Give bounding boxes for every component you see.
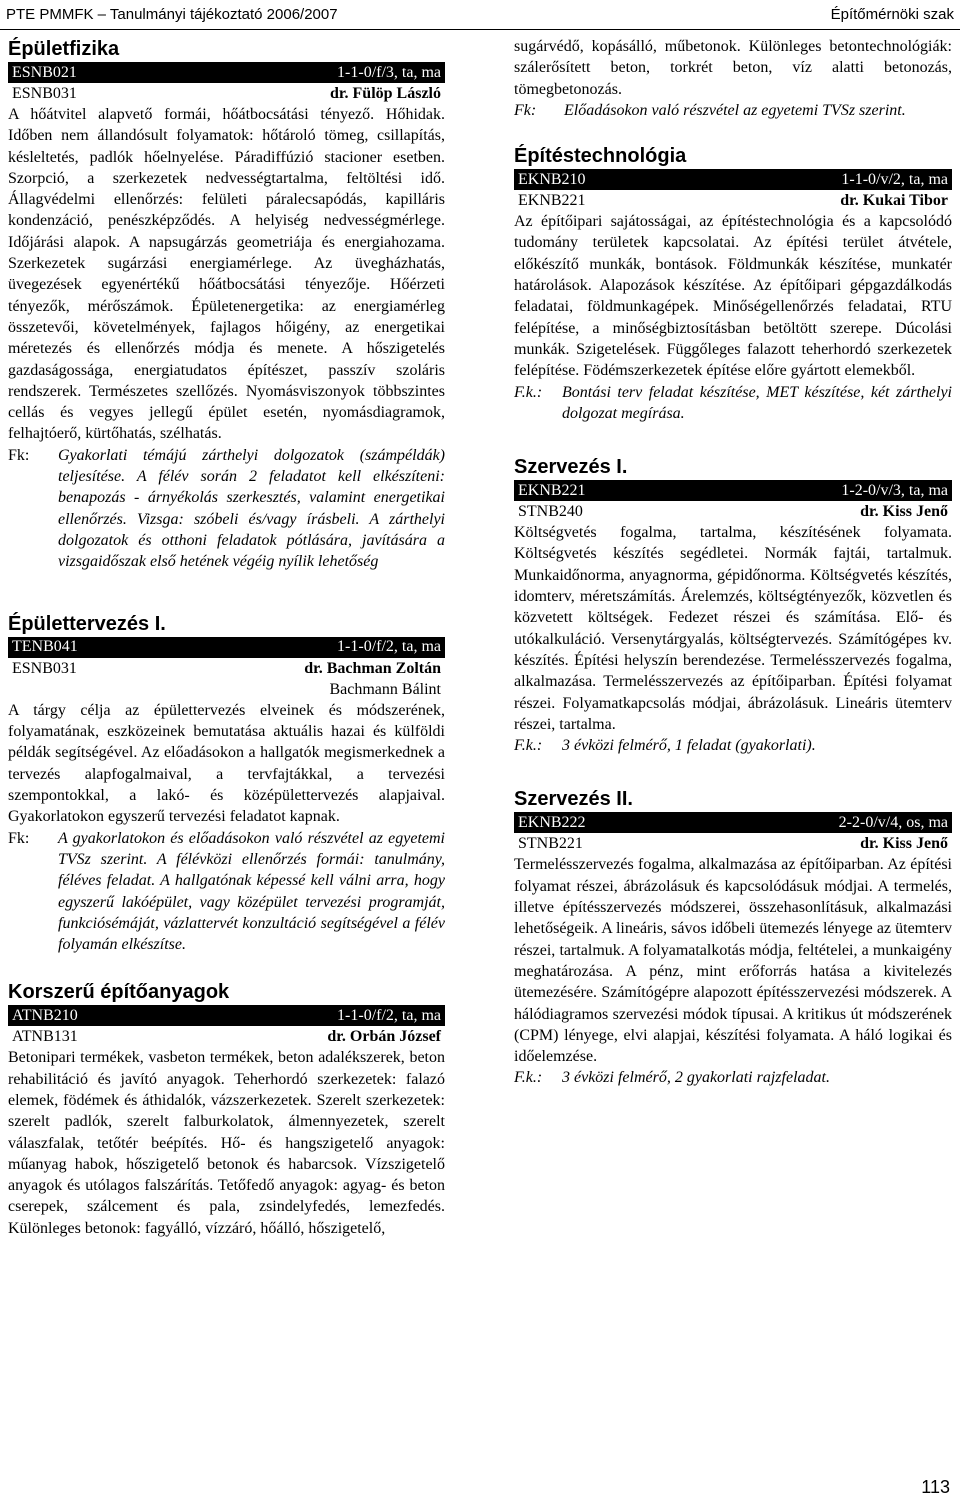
course-code-bar xyxy=(8,1005,445,1026)
course-prereq-code: STNB240 xyxy=(518,503,583,521)
course-requirements xyxy=(514,735,952,756)
requirements-text: 3 évközi felmérő, 1 feladat (gyakorlati). xyxy=(562,737,816,755)
course-type: 2-2-0/v/4, os, ma xyxy=(838,814,948,832)
requirements-label: Fk: xyxy=(8,446,30,464)
right-column xyxy=(514,30,952,1089)
course-type: 1-1-0/f/2, ta, ma xyxy=(337,1007,441,1025)
course-requirements xyxy=(514,1067,952,1088)
course-title: Szervezés II. xyxy=(514,788,633,811)
course-requirements xyxy=(8,828,445,956)
course-prereq-code: STNB221 xyxy=(518,835,583,853)
course-code-bar xyxy=(8,62,445,83)
course-code-row xyxy=(514,501,952,522)
requirements-label: F.k.: xyxy=(514,1069,543,1087)
course-description: Költségvetés fogalma, tartalma, készítésének folyamata. Költségvetés készítés segédletei. Normák fajtái, tartalmuk. Munkaidőnorma, anyagnorma, gépidőnorma. Költségvetés készítés, idomterv, méretszámítás. Árelemzés, költségtényezők, közvetlen és közvetett költségek. Fedezet részei és számítása. Elő- és utókalkuláció. Versenytárgyalás, költségtervezés. Számítógépes kv. készítés. Építési helyszín berendezése. Termelésszervezés fogalma, alkalmazása. Termelésszervezés az építőiparban. Építési folyamat részei. Folyamatkapcsolás módjai, ábrázolásuk. Lineáris ütemterv részei, tartalma. xyxy=(514,524,952,733)
course-description: Betonipari termékek, vasbeton termékek, beton adalékszerek, beton rehabilitáció és javító anyagok. Teherhordó szerkezetek: falazó elemek, födémek és áthidalók, vázszerkezetek. Szerelt szerkezetek: szerelt padlók, szerelt falburkolatok, álmennyezetek, szerelt válaszfalak, tetőtér beépítés. Hő- és hangszigetelő anyagok: műanyag habok, hőszigetelő betonok és habarcsok. Vízszigetelő anyagok és utólagos falszárítás. Tetőfedő anyagok: agyag- és beton cserepek, szálcement és pala, zsindelyfedés, lemezfedés. Különleges betonok: fagyálló, vízzáró, hőálló, hőszigetelő, xyxy=(8,1049,445,1237)
header-left: PTE PMMFK – Tanulmányi tájékoztató 2006/2007 xyxy=(6,6,338,23)
course-title: Építéstechnológia xyxy=(514,145,687,168)
course-section xyxy=(514,786,952,1088)
course-description: A tárgy célja az épülettervezés elveinek és módszerének, folyamatának, eszközeinek bemutatása aktuális hazai és külföldi példák segítségével. Az előadásokon a hallgatók megismerkednek a tervezés alapfogalmaival, a tervfajtákkal, a tervezési szempontokkal, a lakó- és középülettervezés alapjaival. Gyakorlatokon egyszerű tervezési feladatot kapnak. xyxy=(8,701,445,826)
course-requirements xyxy=(8,445,445,573)
continued-description: sugárvédő, kopásálló, műbetonok. Különleges betontechnológiák: szálerősített beton, torkrét beton, víz alatti betonozás, tömegbetonozás. xyxy=(514,38,952,98)
course-prereq-code: ESNB031 xyxy=(12,659,77,677)
course-code-row xyxy=(514,833,952,854)
course-type: 1-2-0/v/3, ta, ma xyxy=(841,482,948,500)
course-section xyxy=(8,36,445,573)
requirements-text: Gyakorlati témájú zárthelyi dolgozatok (számpéldák) teljesítése. A félév során 2 feladatot kell elkészíteni: benapozás - árnyékolás szerkesztés, valamint energetikai ellenőrzés. Vizsga: szóbeli és/vagy írásbeli. A zárthelyi dolgozatok és otthoni feladatok pótlására, javítására a vizsgaidőszak első hetének végéig nyílik lehetőség xyxy=(58,446,445,571)
course-code: EKNB210 xyxy=(518,171,586,189)
course-prereq-code: ATNB131 xyxy=(12,1028,78,1046)
course-code: EKNB221 xyxy=(518,482,586,500)
requirements-text: Bontási terv feladat készítése, MET készítése, két zárthelyi dolgozat megírása. xyxy=(562,383,952,422)
course-description: Termelésszervezés fogalma, alkalmazása az építőiparban. Az építési folyamat részei, ábrázolásuk és kapcsolódásuk módjai. A termelés, illetve építésszervezés módszerei, összehasonlításuk, alkalmazási lehetőségeik. A lineáris, sávos időbeli ütemezés lényege az ütemterv részei, tartalmuk. A folyamatalkotás módja, feltételei, a munkaigény meghatározása. A pénz, mint erőforrás hatása a kivitelezés ütemezésére. Számítógépre alapozott építésszervezési módszerek. A hálódiagramos szervezési módok típusai. A kritikus út módszerének (CPM) lényege, elvi alapjai, készítési folyamata. A háló logikai és időelemzése. xyxy=(514,856,952,1066)
course-description: Az építőipari sajátosságai, az építéstechnológia és a kapcsolódó tudomány területek kapcsolatai. Az építési terület átvétele, előkészítő munkák, bontások. Földmunkák készítése, munkatér határolások. Alapozások készítése. Az építőipari gépgazdálkodás feladatai, földmunkagépek. Minőségellenőrzés feladatai, RTU felépítése, a minőségbiztosításban betöltött szerepe. Dúcolási munkák. Szigetelések. Függőleges falazott teherhordó szerkezetek felépítése. Födémszerkezetek építése előre gyártott elemekből. xyxy=(514,213,952,380)
course-code: ATNB210 xyxy=(12,1007,78,1025)
requirements-text: A gyakorlatokon és előadásokon való részvétel az egyetemi TVSz szerint. A félévközi ellenőrzés formái: tanulmány, féléves feladat. A hallgatónak képessé kell válni arra, hogy egyszerű lakóépület, vagy középület tervezési programját, funkciósémáját, vázlattervét konzultáció segítségével a félév folyamán elkészítse. xyxy=(58,829,445,954)
course-section xyxy=(514,143,952,424)
page-number: 113 xyxy=(921,1477,950,1497)
course-type: 1-1-0/f/3, ta, ma xyxy=(337,63,441,81)
course-lecturer: dr. Kukai Tibor xyxy=(840,192,948,210)
course-section xyxy=(8,611,445,956)
course-lecturer: dr. Orbán József xyxy=(327,1028,441,1046)
requirements-text: Előadásokon való részvétel az egyetemi TVSz szerint. xyxy=(564,101,906,119)
course-code: ESNB021 xyxy=(12,63,77,81)
course-prereq-code: EKNB221 xyxy=(518,192,586,210)
course-description: A hőátvitel alapvető formái, hőátbocsátási tényező. Hőhidak. Időben nem állandósult folyamatok: hőtároló tömeg, csillapítás, késleltetés, padlók hőelnyelése. Páradiffúzió stacioner esetben. Szorpció, a szerkezetek nedvességtartalma, feltöltési idő. Állagvédelmi ellenőrzés: felületi páralecsapódás, kapilláris kondenzáció, penészképződés. A helyiség nedvességmérlege. Időjárási alapok. A napsugárzás geometriája és energiahozama. Szerkezetek sugárzási energiamérlege. Az üvegházhatás, üvegezések egyenértékű hőátbocsátási tényezője. Hőérzeti tényezők, mérőszámok. Épületenergetika: az energiamérleg összetevői, követelmények, fajlagos hőigény, az energetikai méretezés és ellenőrzés módja és menete. A hőszigetelés gazdaságossága, energiatudatos építészet, passzív szoláris rendszerek. Természetes szellőzés. Nyomásviszonyok többszintes cellás és vegyes jellegű épület esetén, nyomásdiagramok, felhajtóerő, kürtőhatás, szélhatás. xyxy=(8,106,445,443)
course-code-bar xyxy=(8,637,445,658)
course-code-row xyxy=(8,83,445,104)
course-lecturer: dr. Kiss Jenő xyxy=(860,835,948,853)
course-title: Épületfizika xyxy=(8,38,120,60)
requirements-label: F.k.: xyxy=(514,737,543,755)
course-code-bar xyxy=(514,169,952,190)
course-code-row xyxy=(8,1026,445,1047)
requirements-label: F.k.: xyxy=(514,383,543,401)
left-column xyxy=(8,30,445,1239)
course-code-bar xyxy=(514,480,952,501)
requirements-label: Fk: xyxy=(514,101,537,119)
header-right: Építőmérnöki szak xyxy=(830,6,954,23)
course-code-row xyxy=(514,190,952,211)
course-section xyxy=(514,454,952,756)
course-title: Korszerű építőanyagok xyxy=(8,981,230,1004)
course-code-bar xyxy=(514,812,952,833)
course-code: TENB041 xyxy=(12,638,78,656)
continued-requirements xyxy=(514,100,952,121)
course-lecturer: dr. Kiss Jenő xyxy=(860,503,948,521)
course-section xyxy=(8,979,445,1239)
course-lecturer-secondary: Bachmann Bálint xyxy=(329,680,441,698)
course-lecturer: dr. Fülöp László xyxy=(330,85,441,102)
course-code-row xyxy=(8,658,445,679)
course-title: Épülettervezés I. xyxy=(8,612,166,635)
requirements-text: 3 évközi felmérő, 2 gyakorlati rajzfeladat. xyxy=(562,1069,830,1087)
course-code: EKNB222 xyxy=(518,814,586,832)
course-requirements xyxy=(514,382,952,425)
page-header xyxy=(0,0,960,30)
course-prereq-code: ESNB031 xyxy=(12,85,77,102)
course-lecturer: dr. Bachman Zoltán xyxy=(304,659,441,677)
requirements-label: Fk: xyxy=(8,829,30,847)
course-type: 1-1-0/f/2, ta, ma xyxy=(337,638,441,656)
course-title: Szervezés I. xyxy=(514,456,628,479)
course-type: 1-1-0/v/2, ta, ma xyxy=(841,171,948,189)
